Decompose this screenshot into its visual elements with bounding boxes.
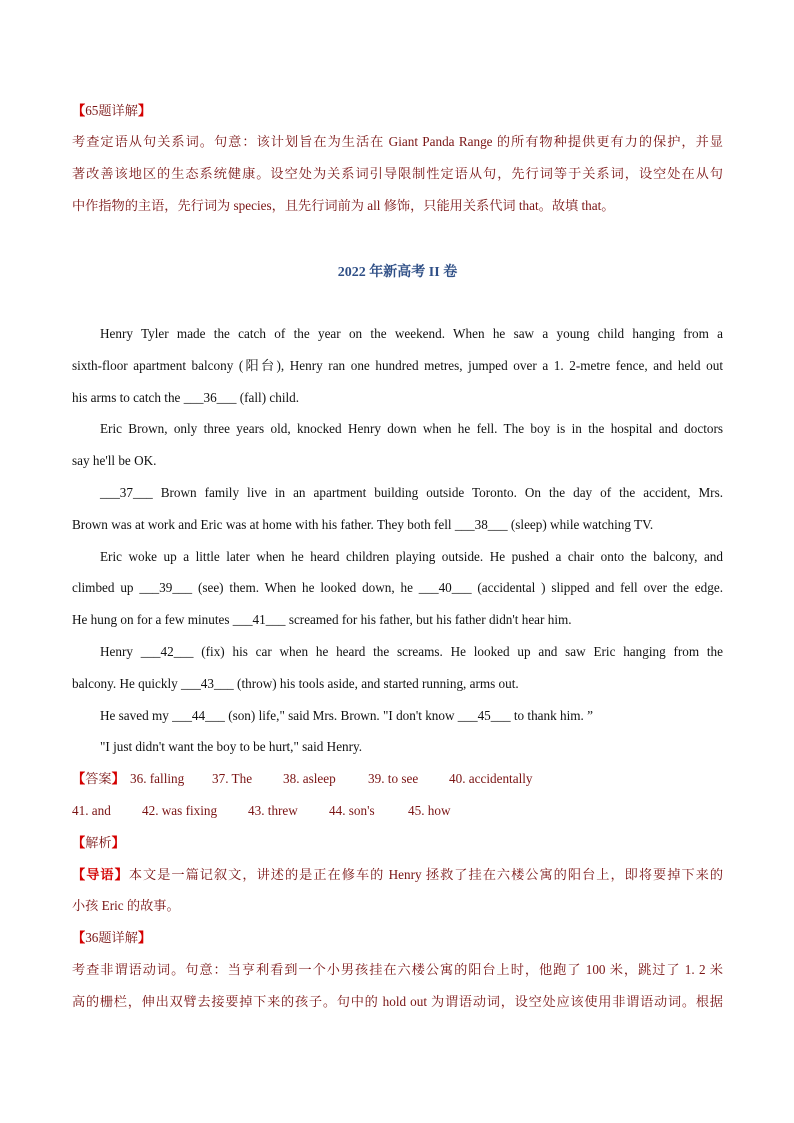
answer-36: 36. falling xyxy=(130,771,185,786)
analysis-label-text: 解析 xyxy=(85,835,112,850)
answer-44: 44. son's xyxy=(329,803,375,818)
passage-line-2: sixth-floor apartment balcony (阳台), Henry ran one hundred metres, jumped over a 1. 2-metre fence, and held out xyxy=(72,358,723,373)
passage-line-8: Eric woke up a little later when he heard children playing outside. He pushed a chair onto the balcony, and xyxy=(100,549,723,564)
passage-line-7: Brown was at work and Eric was at home with his father. They both fell ___38___ (sleep) while watching TV. xyxy=(72,517,654,532)
bracket-open: 【 xyxy=(72,771,86,786)
analysis-label xyxy=(72,833,125,853)
section-65-line-3: 中作指物的主语，先行词为 species，且先行词前为 all 修饰，只能用关系代词 that。故填 that。 xyxy=(72,198,615,213)
section-65-line-1: 考查定语从句关系词。句意：该计划旨在为生活在 Giant Panda Range 的所有物种提供更有力的保护，并显 xyxy=(72,134,723,149)
guide-line-2: 小孩 Eric 的故事。 xyxy=(72,898,180,913)
passage-line-5: say he'll be OK. xyxy=(72,453,157,468)
answer-39: 39. to see xyxy=(368,771,419,786)
answer-37: 37. The xyxy=(212,771,253,786)
answer-42: 42. was fixing xyxy=(142,803,218,818)
bracket-close: 】 xyxy=(111,835,125,850)
answer-38: 38. asleep xyxy=(283,771,336,786)
passage-line-3: his arms to catch the ___36___ (fall) child. xyxy=(72,390,300,405)
guide-text-1: 本文是一篇记叙文，讲述的是正在修车的 Henry 拯救了挂在六楼公寓的阳台上，即将要掉下来的 xyxy=(128,867,724,882)
guide-label: 导语 xyxy=(86,867,115,882)
passage-line-14: "I just didn't want the boy to be hurt," said Henry. xyxy=(100,739,363,754)
bracket-open: 【 xyxy=(72,103,86,118)
bracket-open: 【 xyxy=(72,835,86,850)
section-heading: 2022 年新高考 II 卷 xyxy=(337,265,458,280)
passage-line-10: He hung on for a few minutes ___41___ screamed for his father, but his father didn't hear him. xyxy=(72,612,572,627)
label-text: 65题详解 xyxy=(85,103,138,118)
answer-43: 43. threw xyxy=(248,803,298,818)
passage-line-1: Henry Tyler made the catch of the year on the weekend. When he saw a young child hanging from a xyxy=(100,326,723,341)
bracket-open: 【 xyxy=(72,867,87,882)
section-36-label xyxy=(72,928,151,948)
passage-line-6: ___37___ Brown family live in an apartment building outside Toronto. On the day of the accident, Mrs. xyxy=(100,485,723,500)
bracket-close: 】 xyxy=(137,103,152,118)
answer-45: 45. how xyxy=(408,803,451,818)
answers-label: 答案 xyxy=(85,771,112,786)
section-65-line-2: 著改善该地区的生态系统健康。设空处为关系词引导限制性定语从句，先行词等于关系词，设空处在从句 xyxy=(72,166,723,181)
passage-line-11: Henry ___42___ (fix) his car when he heard the screams. He looked up and saw Eric hanging from the xyxy=(100,644,723,659)
answer-41: 41. and xyxy=(72,803,111,818)
passage-line-4: Eric Brown, only three years old, knocked Henry down when he fell. The boy is in the hospital and doctors xyxy=(100,421,723,436)
bracket-close: 】 xyxy=(137,930,152,945)
guide-line-1 xyxy=(72,865,723,885)
label-text: 36题详解 xyxy=(85,930,138,945)
passage-line-12: balcony. He quickly ___43___ (throw) his tools aside, and started running, arms out. xyxy=(72,676,519,691)
section-65-label xyxy=(72,101,151,121)
passage-line-9: climbed up ___39___ (see) them. When he looked down, he ___40___ (accidental ) slipped and fell over the edge. xyxy=(72,580,723,595)
answer-40: 40. accidentally xyxy=(449,771,533,786)
section-36-line-1: 考查非谓语动词。句意：当亨利看到一个小男孩挂在六楼公寓的阳台上时，他跑了 100 米，跳过了 1. 2 米 xyxy=(72,962,723,977)
bracket-close: 】 xyxy=(114,867,129,882)
bracket-open: 【 xyxy=(72,930,86,945)
bracket-close: 】 xyxy=(111,771,125,786)
section-36-line-2: 高的栅栏，伸出双臂去接要掉下来的孩子。句中的 hold out 为谓语动词，设空处应该使用非谓语动词。根据 xyxy=(72,994,723,1009)
passage-line-13: He saved my ___44___ (son) life," said Mrs. Brown. "I don't know ___45___ to thank him. ” xyxy=(100,708,593,723)
answers-row-1 xyxy=(72,769,533,789)
